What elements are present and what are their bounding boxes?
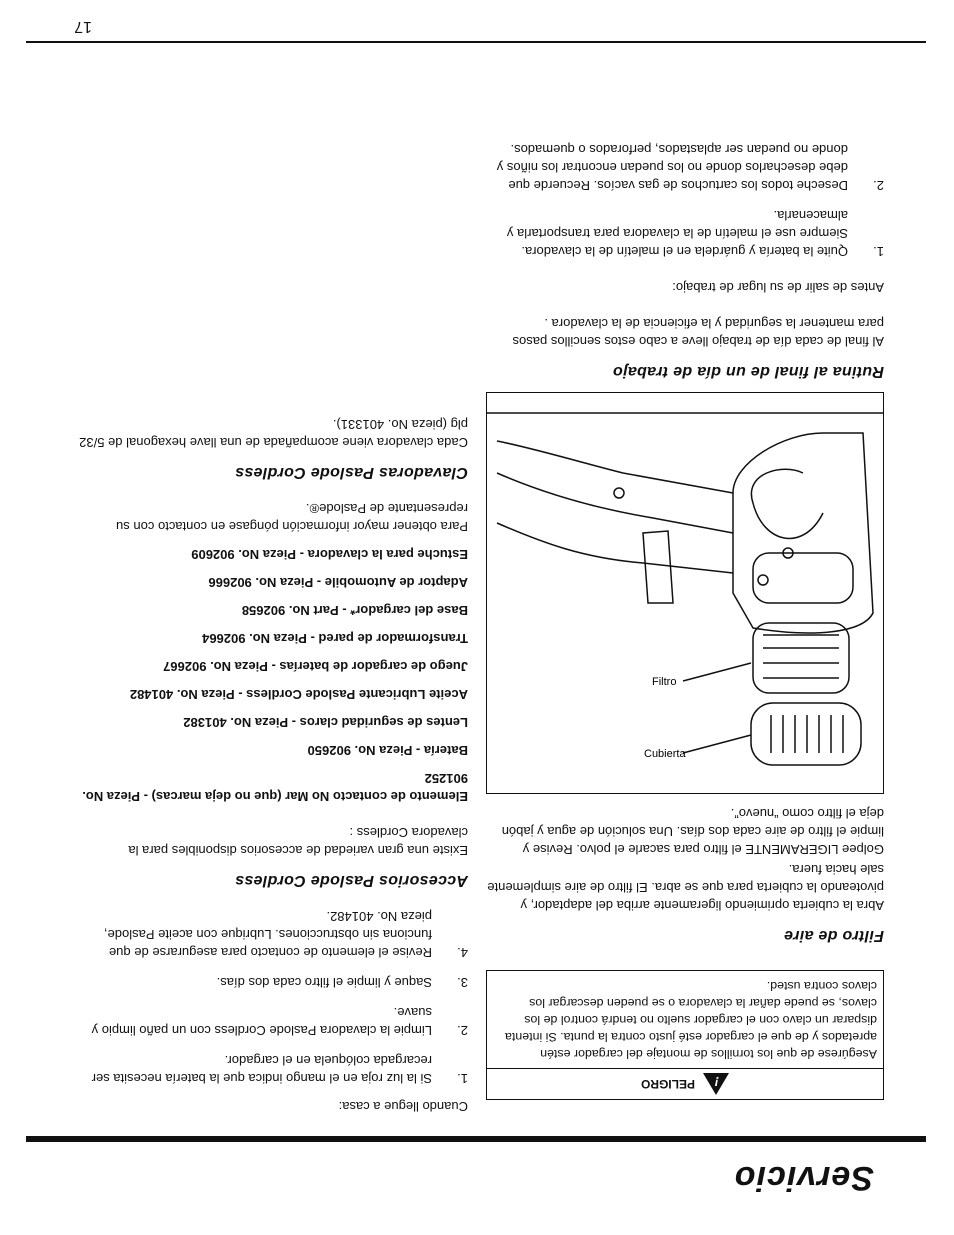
filter-figure xyxy=(486,392,884,794)
nailers-text: Cada clavadora viene acompañada de una llave hexagonal de 5/32 plg (pieza No. 401331). xyxy=(79,417,468,450)
page-title: Servicio xyxy=(733,1159,874,1197)
filter-text: Abra la cubierta oprimiendo ligeramente arriba del adaptador, y pivoteando la cubierta para que se abra. El filtro de aire simplemente sale hacia fuera. xyxy=(487,862,884,913)
list-item: 1. Quite la batería y guárdela en el maletín de la clavadora. Siempre use el maletín de la clavadora para transportarla y almacenarla. xyxy=(506,208,884,259)
accessory-item: Transformador de pared - Pieza No. 902664 xyxy=(202,631,468,646)
routine-steps xyxy=(486,140,884,260)
routine-intro: Al final de cada día de trabajo lleve a cabo estos sencillos pasos para mantener la seguridad y la eficiencia de la clavadora . xyxy=(512,316,884,349)
cover-shape xyxy=(751,703,861,765)
left-column xyxy=(72,405,468,1115)
filter-label: Filtro xyxy=(652,676,677,688)
accessory-item: Aceite Lubricante Paslode Cordless - Pieza No. 401482 xyxy=(129,687,468,702)
accessory-item: Base del cargador* - Part No. 902658 xyxy=(241,603,468,618)
list-item: 4. Revise el elemento de contacto para asegurarse de que funciona sin obstrucciones. Lubrique con aceite Paslode, pieza No. 401482. xyxy=(103,909,468,960)
title-rule xyxy=(26,1136,926,1142)
danger-text: Asegúrese de que los tornillos de montaje del cargador estén apretados y de que el cargador esté justo contra la punta. Si intenta disparar un clavo con el cargador suelto no tendrá control de los clavos, se puede dañar la clavadora o se pueden descargar los clavos contra usted. xyxy=(505,979,877,1061)
intro-text: Cuando llegue a casa: xyxy=(338,1099,468,1114)
routine-heading: Rutina al final de un día de trabajo xyxy=(612,363,884,380)
danger-label: PELIGRO xyxy=(641,1077,696,1091)
list-item: 1. Si la luz roja en el mango indica que la batería necesita ser recargada colóquela en el cargador. xyxy=(91,1053,468,1086)
accessory-item: Adaptor de Automobile - Pieza No. 902666 xyxy=(208,575,468,590)
list-item: 2. Limpie la clavadora Paslode Cordless con un paño limpio y suave. xyxy=(91,1005,468,1038)
accessory-item: Batería - Pieza No. 902650 xyxy=(307,743,468,758)
accessories-intro: Existe una gran variedad de accesorios disponibles para la clavadora Cordless : xyxy=(128,825,468,858)
list-item: 3. Saque y limpie el filtro cada dos días. xyxy=(216,975,468,990)
nailer-illustration xyxy=(487,393,883,793)
accessories-list xyxy=(72,545,468,805)
filter-text-2: Golpee LIGERAMENTE el filtro para sacarle el polvo. Revise y limpie el filtro de aire cada dos días. Una solución de agua y jabón deja el filtro como “nuevo”. xyxy=(501,806,884,857)
list-item: 2. Deseche todos los cartuchos de gas vacíos. Recuerde que debe desecharlos donde no los puedan encontrar los niños y donde no puedan ser aplastados, perforados o quemados. xyxy=(496,142,884,193)
routine-before: Antes de salir de su lugar de trabajo: xyxy=(672,280,884,295)
accessory-item: Elemento de contacto No Mar (que no deja marcas) - Pieza No. 901252 xyxy=(82,771,468,804)
accessory-item: Juego de cargador de baterías - Pieza No. 902667 xyxy=(163,659,468,674)
cover-label: Cubierta xyxy=(644,748,686,760)
nailers-heading: Clavadoras Paslode Cordless xyxy=(234,464,468,481)
danger-header xyxy=(487,1068,883,1099)
filter-heading: Filtro de aire xyxy=(783,927,884,944)
accessories-note: Para obtener mayor información póngase en contacto con su representante de Paslode®. xyxy=(116,501,468,534)
accessories-heading: Accesorios Paslode Cordless xyxy=(234,872,468,889)
warning-icon: ! xyxy=(703,1073,729,1095)
right-column xyxy=(486,128,884,1100)
home-steps xyxy=(72,907,468,1087)
footer-rule xyxy=(26,41,926,43)
danger-box xyxy=(486,970,884,1100)
accessory-item: Estuche para la clavadora - Pieza No. 902609 xyxy=(191,547,468,562)
accessory-item: Lentes de seguridad claros - Pieza No. 401382 xyxy=(183,715,468,730)
page-number: 17 xyxy=(74,18,92,35)
